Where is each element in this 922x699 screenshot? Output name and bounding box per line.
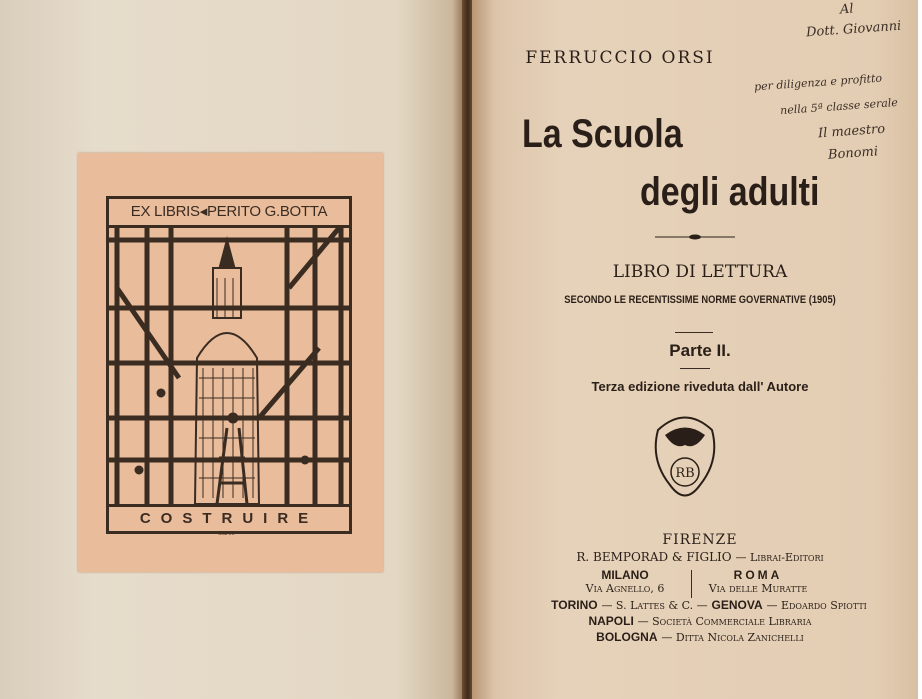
- inscription-line: Il maestro: [817, 121, 886, 142]
- bologna-label: BOLOGNA: [596, 630, 658, 644]
- scan-edge: [918, 0, 922, 699]
- divider-rule: [675, 332, 713, 333]
- part-number: Parte II.: [669, 341, 731, 360]
- bookplate: [78, 153, 383, 572]
- inscription-line: Al: [839, 1, 855, 18]
- torino-seller: — S. Lattes & C. —: [601, 599, 708, 612]
- edition-note: Terza edizione riveduta dall' Autore: [591, 379, 809, 394]
- scaffolding-skyscraper-illustration: [109, 228, 349, 504]
- roma-address: Via delle Muratte: [708, 582, 808, 595]
- publisher-mark-logo: [650, 410, 720, 506]
- bologna-line: [520, 630, 880, 644]
- ornament-divider: [655, 234, 735, 240]
- divider-rule: [680, 368, 710, 369]
- author-name: FERRUCCIO ORSI: [525, 48, 715, 68]
- divider-vertical: [691, 570, 692, 598]
- napoli-seller: — Società Commerciale Libraria: [637, 615, 812, 628]
- subtitle-norms: SECONDO LE RECENTISSIME NORME GOVERNATIVE (1905): [564, 294, 836, 306]
- milano-label: MILANO: [601, 568, 649, 582]
- publisher-name: R. BEMPORAD & FIGLIO: [576, 550, 732, 564]
- torino-label: TORINO: [551, 598, 598, 612]
- roma-branch: [693, 568, 823, 595]
- artist-signature: CISARI: [218, 531, 235, 537]
- bookplate-frame: [106, 196, 352, 534]
- imprint-publisher-line: [520, 550, 880, 564]
- milano-address: Via Agnello, 6: [585, 582, 665, 595]
- inscription-line: nella 5ª classe serale: [779, 95, 899, 118]
- inscription-line: Dott. Giovanni: [805, 18, 902, 41]
- svg-text:RB: RB: [675, 466, 695, 481]
- roma-label: ROMA: [733, 568, 783, 582]
- imprint-city: FIRENZE: [662, 532, 738, 548]
- inscription-line: per diligenza e profitto: [753, 71, 883, 94]
- book-title-line1: La Scuola: [522, 112, 683, 156]
- subtitle: LIBRO DI LETTURA: [612, 262, 788, 282]
- publisher-role: — Librai-Editori: [735, 551, 824, 564]
- book-title-line2: degli adulti: [640, 170, 820, 214]
- bookplate-header: EX LIBRIS◂PERITO G.BOTTA: [109, 199, 349, 228]
- napoli-line: [520, 614, 880, 628]
- milano-branch: [560, 568, 690, 595]
- inscription-signature: Bonomi: [827, 144, 879, 163]
- genova-seller: — Edoardo Spiotti: [766, 599, 867, 612]
- genova-label: GENOVA: [711, 598, 763, 612]
- bookplate-footer: COSTRUIRE: [109, 504, 349, 531]
- bologna-seller: — Ditta Nicola Zanichelli: [661, 631, 804, 644]
- torino-genova-line: [524, 598, 894, 612]
- napoli-label: NAPOLI: [588, 614, 634, 628]
